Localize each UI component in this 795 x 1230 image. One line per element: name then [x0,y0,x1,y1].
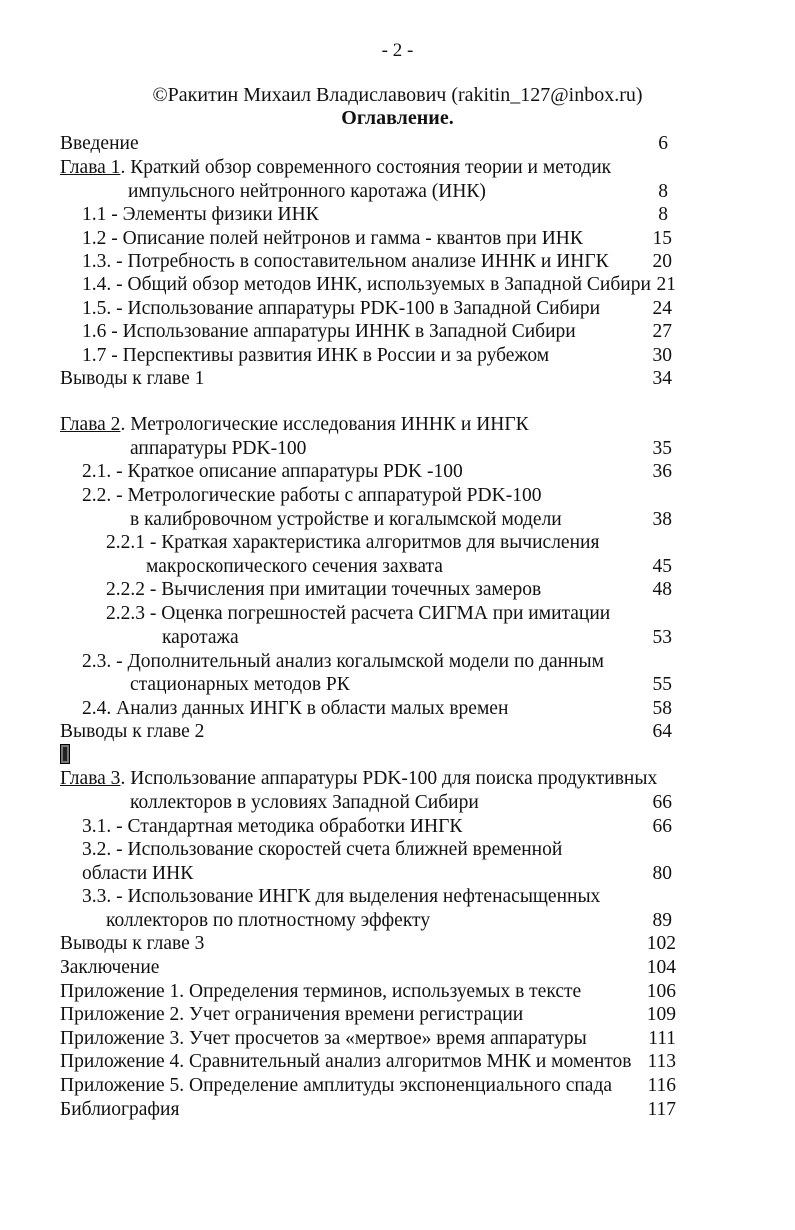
toc-entry-appendix-1: Приложение 1. Определения терминов, используемых в тексте [60,981,582,1002]
toc-entry-1-6: 1.6 - Использование аппаратуры ИННК в Западной Сибири [82,321,576,342]
toc-page-1-1: 8 [658,204,668,225]
toc-page-appendix-1: 106 [646,981,676,1002]
toc-entry-2-2-1-line2: макроскопического сечения захвата [146,556,443,577]
toc-entry-1-3: 1.3. - Потребность в сопоставительном анализе ИННК и ИНГК [82,251,609,272]
toc-entry-3-2-line1: 3.2. - Использование скоростей счета ближней временной [82,839,563,860]
toc-entry-3-3-line2: коллекторов по плотностному эффекту [106,910,431,931]
toc-entry-bibliography: Библиография [60,1099,180,1120]
toc-page-appendix-2: 109 [646,1004,676,1025]
toc-page-appendix-5: 116 [647,1075,676,1096]
toc-conclusion-3: Выводы к главе 3 [60,933,205,954]
toc-page-1-5: 24 [652,298,672,319]
toc-page-1-6: 27 [652,321,672,342]
copyright-header: ©Ракитин Михаил Владиславович (rakitin_127@inbox.ru) [152,84,643,106]
toc-entry-conclusion: Заключение [60,957,160,978]
toc-entry-1-5: 1.5. - Использование аппаратуры PDK-100 в Западной Сибири [82,298,601,319]
toc-page-3-1: 66 [652,816,672,837]
toc-entry-2-3-line2: стационарных методов РК [130,674,350,695]
toc-chapter-3-title [60,767,657,791]
toc-page-1-2: 15 [652,228,672,249]
toc-entry-appendix-3: Приложение 3. Учет просчетов за «мертвое» время аппаратуры [60,1028,587,1049]
toc-page-conclusion-3: 102 [646,933,676,954]
toc-page-chapter-3: 66 [652,792,672,813]
toc-page-2-4: 58 [652,698,672,719]
toc-entry-2-3-line1: 2.3. - Дополнительный анализ когалымской модели по данным [82,651,604,672]
toc-title: Оглавление. [341,107,454,129]
chapter-1-title-line1: . Краткий обзор современного состояния теории и методик [120,157,612,178]
chapter-3-title-line2: коллекторов в условиях Западной Сибири [130,792,479,813]
toc-page-2-2-3: 53 [652,627,672,648]
toc-page-conclusion-1: 34 [652,368,672,389]
toc-page-2-2-2: 48 [652,579,672,600]
chapter-1-label: Глава 1 [60,157,121,178]
toc-entry-3-3-line1: 3.3. - Использование ИНГК для выделения нефтенасыщенных [82,886,601,907]
toc-page-appendix-3: 111 [648,1028,676,1049]
chapter-2-title-line2: аппаратуры PDK-100 [130,438,307,459]
toc-page-appendix-4: 113 [647,1051,676,1072]
toc-page-1-4: 21 [656,274,676,295]
toc-entry-2-2-line1: 2.2. - Метрологические работы с аппаратурой PDK-100 [82,485,542,506]
toc-page-2-2-1: 45 [652,556,672,577]
chapter-1-title-line2: импульсного нейтронного каротажа (ИНК) [128,181,486,202]
toc-page-3-3: 89 [652,910,672,931]
toc-page-chapter-1: 8 [658,181,668,202]
toc-page-1-7: 30 [652,345,672,366]
toc-entry-appendix-2: Приложение 2. Учет ограничения времени регистрации [60,1004,524,1025]
toc-page-conclusion-2: 64 [652,721,672,742]
toc-entry-2-2-line2: в калибровочном устройстве и когалымской модели [130,509,562,530]
toc-chapter-2-title [60,413,529,437]
toc-page-conclusion: 104 [646,957,676,978]
toc-entry-3-1: 3.1. - Стандартная методика обработки ИНГК [82,816,463,837]
toc-entry-1-4: 1.4. - Общий обзор методов ИНК, используемых в Западной Сибири [82,274,651,295]
page-number: - 2 - [381,40,414,61]
toc-entry-intro: Введение [60,133,139,154]
toc-page-3-2: 80 [652,863,672,884]
toc-entry-appendix-5: Приложение 5. Определение амплитуды экспоненциального спада [60,1075,613,1096]
toc-entry-2-2-3-line2: каротажа [162,627,239,648]
chapter-2-label: Глава 2 [60,414,121,435]
toc-conclusion-1: Выводы к главе 1 [60,368,205,389]
toc-page-chapter-2: 35 [652,438,672,459]
toc-page-2-1: 36 [652,461,672,482]
chapter-3-label: Глава 3 [60,768,121,789]
toc-page-2-2: 38 [652,509,672,530]
toc-entry-2-2-2: 2.2.2 - Вычисления при имитации точечных замеров [106,579,542,600]
toc-page-intro: 6 [658,133,668,154]
toc-page-2-3: 55 [652,674,672,695]
toc-entry-2-1: 2.1. - Краткое описание аппаратуры PDK -100 [82,461,463,482]
toc-chapter-1-title [60,156,611,180]
toc-entry-appendix-4: Приложение 4. Сравнительный анализ алгоритмов МНК и моментов [60,1051,632,1072]
toc-entry-1-2: 1.2 - Описание полей нейтронов и гамма - квантов при ИНК [82,228,583,249]
toc-conclusion-2: Выводы к главе 2 [60,721,205,742]
toc-page-1-3: 20 [652,251,672,272]
toc-entry-3-2-line2: области ИНК [82,863,194,884]
toc-entry-2-4: 2.4. Анализ данных ИНГК в области малых времен [82,698,509,719]
chapter-3-title-line1: . Использование аппаратуры PDK-100 для поиска продуктивных [120,768,658,789]
toc-entry-2-2-1-line1: 2.2.1 - Краткая характеристика алгоритмов для вычисления [106,532,600,553]
toc-entry-2-2-3-line1: 2.2.3 - Оценка погрешностей расчета СИГМА при имитации [106,603,611,624]
scan-artifact-mark [60,744,70,764]
toc-entry-1-7: 1.7 - Перспективы развития ИНК в России и за рубежом [82,345,550,366]
chapter-2-title-line1: . Метрологические исследования ИННК и ИНГК [120,414,529,435]
toc-entry-1-1: 1.1 - Элементы физики ИНК [82,204,319,225]
toc-page-bibliography: 117 [647,1099,676,1120]
